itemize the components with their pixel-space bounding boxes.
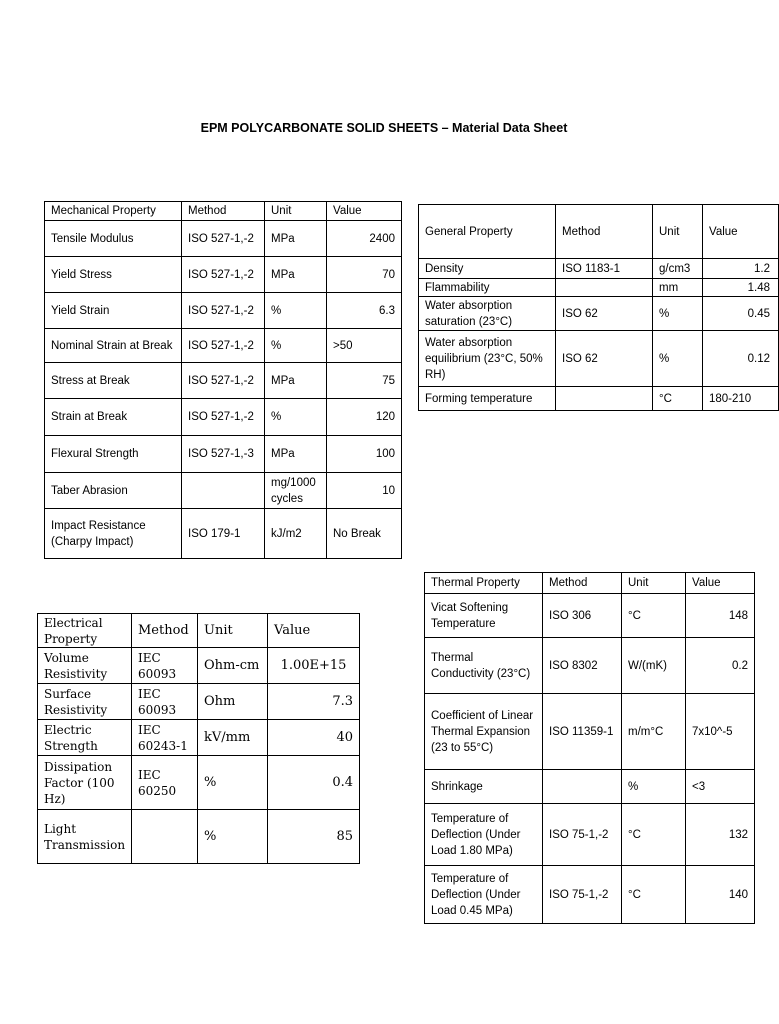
method-cell: ISO 527-1,-2 [182,257,265,293]
value-cell: 180-210 [703,387,779,411]
value-cell: 2400 [327,221,402,257]
page-title: EPM POLYCARBONATE SOLID SHEETS – Material Data Sheet [200,121,568,135]
table-row [419,279,779,297]
property-cell: Surface Resistivity [38,684,132,720]
header-cell: Mechanical Property [45,202,182,221]
table-row [38,720,360,756]
table-row [38,756,360,810]
method-cell: IEC 60093 [132,648,198,684]
value-cell: 7.3 [268,684,360,720]
property-cell: Dissipation Factor (100 Hz) [38,756,132,810]
unit-cell: mm [653,279,703,297]
table-row [425,694,755,770]
mechanical-table [44,201,402,559]
header-cell: Value [686,573,755,594]
header-cell: Method [182,202,265,221]
property-cell: Yield Strain [45,293,182,329]
value-cell: 148 [686,594,755,638]
table-row [425,866,755,924]
property-cell: Tensile Modulus [45,221,182,257]
method-cell: ISO 11359-1 [543,694,622,770]
method-cell: ISO 527-1,-2 [182,363,265,399]
value-cell: 7x10^-5 [686,694,755,770]
table-row [419,259,779,279]
method-cell: ISO 1183-1 [556,259,653,279]
table-row [45,399,402,436]
unit-cell: % [653,297,703,331]
value-cell: 100 [327,436,402,473]
table-row [425,804,755,866]
unit-cell: Ohm [198,684,268,720]
table-header-row [425,573,755,594]
header-cell: Electrical Property [38,614,132,648]
value-cell: No Break [327,509,402,559]
header-cell: Value [268,614,360,648]
value-cell: >50 [327,329,402,363]
table-row [45,257,402,293]
header-cell: Method [543,573,622,594]
table-row [419,297,779,331]
value-cell: 120 [327,399,402,436]
value-cell: 0.12 [703,331,779,387]
unit-cell: % [622,770,686,804]
table-row [45,329,402,363]
property-cell: Flexural Strength [45,436,182,473]
table-header-row [45,202,402,221]
property-cell: Nominal Strain at Break [45,329,182,363]
value-cell: 140 [686,866,755,924]
value-cell: 0.4 [268,756,360,810]
unit-cell: Ohm-cm [198,648,268,684]
method-cell: IEC 60093 [132,684,198,720]
unit-cell: mg/1000 cycles [265,473,327,509]
method-cell: ISO 527-1,-2 [182,221,265,257]
unit-cell: % [265,399,327,436]
property-cell: Vicat Softening Temperature [425,594,543,638]
property-cell: Electric Strength [38,720,132,756]
property-cell: Temperature of Deflection (Under Load 0.45 MPa) [425,866,543,924]
unit-cell: W/(mK) [622,638,686,694]
property-cell: Impact Resistance (Charpy Impact) [45,509,182,559]
unit-cell: °C [622,804,686,866]
unit-cell: °C [653,387,703,411]
table-header-row [38,614,360,648]
property-cell: Density [419,259,556,279]
property-cell: Forming temperature [419,387,556,411]
unit-cell: kV/mm [198,720,268,756]
property-cell: Volume Resistivity [38,648,132,684]
method-cell: ISO 306 [543,594,622,638]
method-cell: ISO 75-1,-2 [543,804,622,866]
table-row [425,594,755,638]
value-cell: 85 [268,810,360,864]
property-cell: Stress at Break [45,363,182,399]
value-cell: 1.2 [703,259,779,279]
unit-cell: MPa [265,363,327,399]
value-cell: 0.45 [703,297,779,331]
method-cell: ISO 62 [556,297,653,331]
table-row [38,810,360,864]
method-cell: ISO 179-1 [182,509,265,559]
unit-cell: kJ/m2 [265,509,327,559]
property-cell: Strain at Break [45,399,182,436]
table-row [45,363,402,399]
property-cell: Light Transmission [38,810,132,864]
header-cell: Unit [622,573,686,594]
table-row [45,436,402,473]
thermal-table [424,572,755,924]
value-cell: 0.2 [686,638,755,694]
method-cell: ISO 62 [556,331,653,387]
value-cell: 1.48 [703,279,779,297]
method-cell: ISO 527-1,-3 [182,436,265,473]
header-cell: Value [327,202,402,221]
unit-cell: % [265,293,327,329]
header-cell: Unit [265,202,327,221]
value-cell: 132 [686,804,755,866]
method-cell: IEC 60243-1 [132,720,198,756]
table-row [425,770,755,804]
property-cell: Temperature of Deflection (Under Load 1.80 MPa) [425,804,543,866]
value-cell: 1.00E+15 [268,648,360,684]
header-cell: Thermal Property [425,573,543,594]
unit-cell: % [653,331,703,387]
property-cell: Thermal Conductivity (23°C) [425,638,543,694]
unit-cell: m/m°C [622,694,686,770]
method-cell: ISO 527-1,-2 [182,329,265,363]
table-row [45,473,402,509]
property-cell: Flammability [419,279,556,297]
header-cell: General Property [419,205,556,259]
unit-cell: MPa [265,221,327,257]
method-cell [556,279,653,297]
method-cell: IEC 60250 [132,756,198,810]
property-cell: Coefficient of Linear Thermal Expansion (23 to 55°C) [425,694,543,770]
unit-cell: °C [622,594,686,638]
value-cell: 40 [268,720,360,756]
method-cell: ISO 527-1,-2 [182,293,265,329]
unit-cell: % [198,810,268,864]
table-row [45,293,402,329]
method-cell [556,387,653,411]
property-cell: Taber Abrasion [45,473,182,509]
method-cell [132,810,198,864]
property-cell: Shrinkage [425,770,543,804]
value-cell: <3 [686,770,755,804]
general-table [418,204,779,411]
unit-cell: MPa [265,257,327,293]
table-row [38,648,360,684]
header-cell: Method [556,205,653,259]
header-cell: Value [703,205,779,259]
table-row [419,331,779,387]
method-cell: ISO 75-1,-2 [543,866,622,924]
unit-cell: g/cm3 [653,259,703,279]
unit-cell: % [198,756,268,810]
value-cell: 6.3 [327,293,402,329]
property-cell: Yield Stress [45,257,182,293]
method-cell [543,770,622,804]
header-cell: Unit [198,614,268,648]
electrical-table [37,613,360,864]
value-cell: 70 [327,257,402,293]
unit-cell: % [265,329,327,363]
method-cell: ISO 527-1,-2 [182,399,265,436]
property-cell: Water absorption equilibrium (23°C, 50% RH) [419,331,556,387]
header-cell: Method [132,614,198,648]
header-cell: Unit [653,205,703,259]
value-cell: 75 [327,363,402,399]
table-header-row [419,205,779,259]
unit-cell: °C [622,866,686,924]
table-row [425,638,755,694]
table-row [45,221,402,257]
property-cell: Water absorption saturation (23°C) [419,297,556,331]
unit-cell: MPa [265,436,327,473]
table-row [38,684,360,720]
table-row [45,509,402,559]
method-cell: ISO 8302 [543,638,622,694]
table-row [419,387,779,411]
method-cell [182,473,265,509]
value-cell: 10 [327,473,402,509]
